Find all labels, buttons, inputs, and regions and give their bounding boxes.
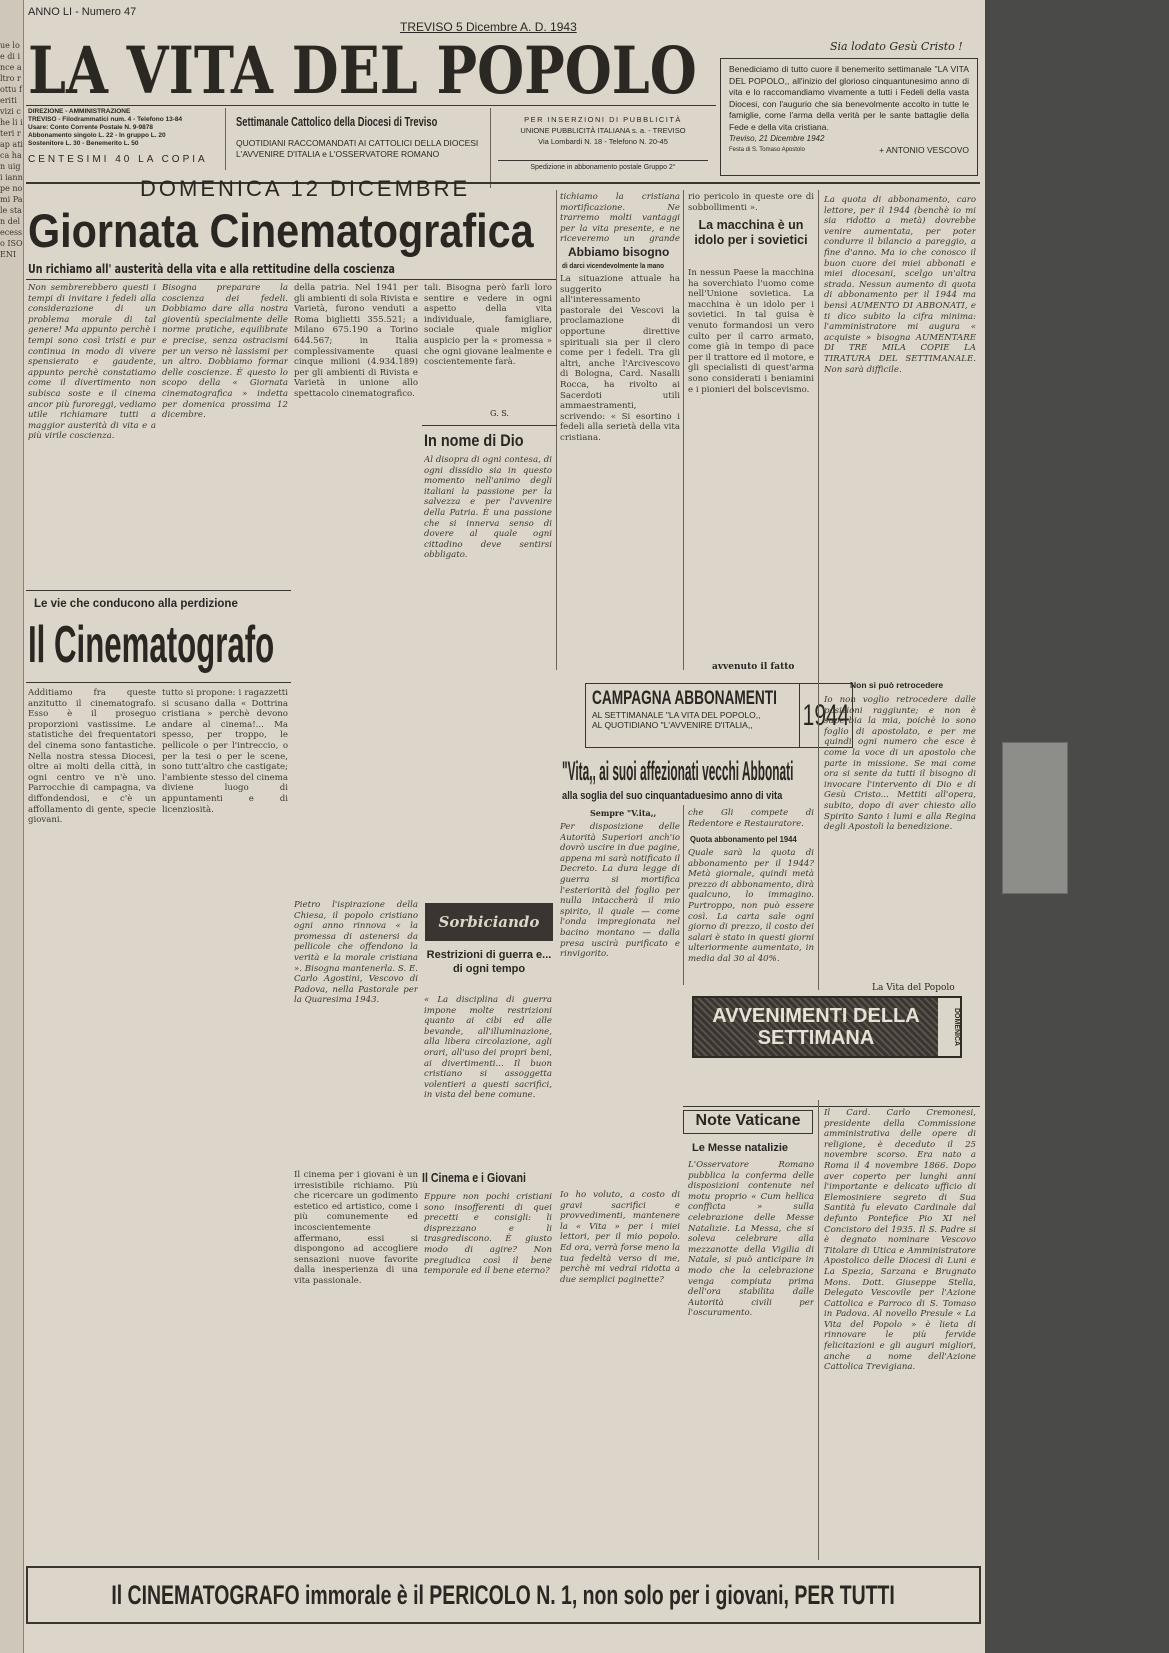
section-heading: Non si può retrocedere xyxy=(850,680,944,690)
section-subheading: di darci vicendevolmente la mano xyxy=(562,261,665,270)
article-column: La situazione attuale ha suggerito all'interessamento pastorale dei Vescovi la proclamazione di opportune direttive spirituali sia per il clero come per i fedeli. Tra gli altri, anche l'Arcivescovo di Bologna, Card. Nasalli Rocca, ha rivolto ai Sacerdoti utili ammaestramenti, scrivendo: « Si esortino i fedeli alla serietà della vita cristiana. xyxy=(560,274,680,443)
section-heading: In nome di Dio xyxy=(424,431,524,450)
article-column: tutto si propone: i ragazzetti si scusano dalla « Dottrina cristiana » perchè devono andare al cinema!... Ma spesso, per troppo, le pellicole o per l'intreccio, o per la tesi o per le scene, sono tutt'altro che castigate; l'ambiente stesso del cinema diviene luogo di appuntamenti e di licenziosità. xyxy=(162,688,288,815)
advertising-info: PER INSERZIONI DI PUBBLICITÀ UNIONE PUBBLICITÀ ITALIANA s. a. - TREVISO Via Lombardi N. 18 - Telefono N. 20-45 xyxy=(520,115,686,146)
note-vaticane-heading: Note Vaticane xyxy=(683,1110,813,1134)
issue-number: ANNO LI - Numero 47 xyxy=(28,6,137,18)
signature: La Vita del Popolo xyxy=(872,983,955,993)
main-deck: Un richiamo all' austerità della vita e alla rettitudine della coscienza xyxy=(28,261,395,276)
main-headline: Giornata Cinematografica xyxy=(28,204,534,257)
sorbiciando-vignette: Sorbiciando xyxy=(425,903,553,941)
cinematografo-headline: Il Cinematografo xyxy=(28,616,275,674)
paper-subtitle: Settimanale Cattolico della Diocesi di Treviso xyxy=(236,114,438,129)
article-column: Additiamo fra queste anzitutto il cinematografo. Esso è il proseguo proporzioni vastissime. Le statistiche dei frequentatori del cinema sono fantastiche. Nella nostra stessa Diocesi, oltre ai molti della città, in ogni centro ve n'è uno. Parrocchie di campagna, va diffondendosi, e c'è un affollamento di gente, specie giovani. xyxy=(28,688,156,826)
article-column: Bisogna preparare la coscienza dei fedeli. Dobbiamo dare alla nostra gioventù specialmente delle norme pratiche, equilibrate e precise, senza ostracismi per un verso nè lassismi per un altro. Dobbiamo formar delle coscienze. È questo lo scopo della « Giornata cinematografica » indetta per domenica prossima 12 dicembre. xyxy=(162,283,288,421)
article-column: In nessun Paese la macchina ha soverchiato l'uomo come nell'Unione sovietica. La macchina è un idolo per i sovietici. In tal guisa è venuto formandosi un vero culto per il carro armato, come già in tempo di pace per il trattore ed il motore, e gli specialisti di quest'arma sono considerati i beniamini e i pionieri del bolscevismo. xyxy=(688,268,814,395)
article-column: « La disciplina di guerra impone molte restrizioni quanto ai cibi ed alle bevande, all'illuminazione, alla libera circolazione, agli orari, all'uso dei propri beni, ai divertimenti... Il buon cristiano si assoggetta volentieri a questi sacrifici, in vista del bene comune. xyxy=(424,995,552,1101)
article-column: Per disposizione delle Autorità Superiori anch'io dovrò uscire in due pagine, appena mi sarà notificato il Decreto. La dura legge di guerra si mortifica l'esteriorità del foglio per nulla intaccherà il mio spirito, il quale — come l'onda impregionata nel bacino montano — dalla presa uscirà purificato e rinvigorito. xyxy=(560,822,680,960)
article-column: tali. Bisogna però farli loro sentire e vedere in ogni aspetto della vita individuale, famigliare, sociale quale miglior auspicio per la « promessa » che ogni giovane lealmente e coscientemente farà. xyxy=(424,283,552,368)
motto: Sia lodato Gesù Cristo ! xyxy=(830,40,963,53)
price: CENTESIMI 40 LA COPIA xyxy=(28,154,208,165)
recommended-dailies: QUOTIDIANI RACCOMANDATI AI CATTOLICI DELLA DIOCESI L'AVVENIRE D'ITALIA e L'OSSERVATORE ROMANO xyxy=(236,138,479,159)
article-column: Pietro l'ispirazione della Chiesa, il popolo cristiano ogni anno rinnova « la promessa di astenersi da pellicole che offendono la verità e la morale cristiana ». Bisogna mantenerla. S. E. Carlo Agostini, Vescovo di Padova, nella Pastorale per la Quaresima 1943. xyxy=(294,900,418,1006)
bishop-blessing-box: Benediciamo di tutto cuore il benemerito settimanale "LA VITA DEL POPOLO,, all'inizio del glorioso cinquantunesimo anno di vita e lo raccomandiamo vivamente a tutti i Fedeli della vasta Diocesi, con l'augurio che sia benevolmente accolto in tutte le famiglie, come l'arma della verità per le sante battaglie della Fede e della vita cristiana. Treviso, 21 Dicembre 1942 Festa di S. Tomaso Apostolo + ANTONIO VESCOVO xyxy=(720,58,978,176)
week-events-banner: AVVENIMENTI DELLA SETTIMANA DOMENICA xyxy=(692,996,962,1058)
section-heading: La macchina è un idolo per i sovietici xyxy=(694,218,808,247)
adjacent-page-edge: ue lo e di ince altro rottu feriti vizi che li iteri rap atica han uigi iann pe nomi Pale stan del ecesso ISO ENI xyxy=(0,0,24,1653)
section-heading: Le Messe natalizie xyxy=(692,1142,788,1154)
vita-deck: alla soglia del suo cinquantaduesimo anno di vita xyxy=(562,790,783,802)
section-heading: Quota abbonamento pel 1944 xyxy=(690,834,797,844)
article-column: Non sembrerebbero questi i tempi di invitare i fedeli alla considerazione di un problema morale di tal genere! Ma appunto perchè i tempi sono così tristi e pur continua in modo di vivere spensierato e gaudente, appunto perchè constatiamo come il divertimento non subisca soste e il cinema ancor più furoreggi, vediamo utile richiamare tutti a maggior austerità di vita e a più virile coscienza. xyxy=(28,283,156,442)
section-heading: Il Cinema e i Giovani xyxy=(422,1171,526,1185)
article-column: Io ho voluto, a costo di gravi sacrifici e provvedimenti, mantenere la « Vita » per i miei lettori, per il mio popolo. Ed ora, verrà forse meno la tua fedeltà verso di me, perchè mi vedrai ridotta a due semplici paginette? xyxy=(560,1190,680,1285)
section-subheading: Sempre "V.ita,, xyxy=(590,808,657,818)
article-column: della patria. Nel 1941 per gli ambienti di sola Rivista e Varietà, furono venduti a Roma biglietti 355.521; a Milano 675.190 a Torino 644.567; in Italia complessivamente quasi cinque milioni (4.934.189) per gli ambienti di Rivista e Varietà in unione allo spettacolo cinematografico. xyxy=(294,283,418,399)
kicker-date: DOMENICA 12 DICEMBRE xyxy=(140,176,471,201)
issue-date: TREVISO 5 Dicembre A. D. 1943 xyxy=(400,20,577,34)
article-column: che Gli compete di Redentore e Restauratore. xyxy=(688,808,814,829)
postal-info: Spedizione in abbonamento postale Gruppo 2° xyxy=(530,164,676,171)
article-column: Eppure non pochi cristiani sono insofferenti di quei precetti e consigli: li disprezzano e li trasgrediscono. È giusto modo di agire? Non pregiudica così il bene temporale ed il bene eterno? xyxy=(424,1192,552,1277)
section-heading: Abbiamo bisogno xyxy=(568,245,670,259)
masthead-title: LA VITA DEL POPOLO xyxy=(28,32,697,109)
article-column: Quale sarà la quota di abbonamento per il 1944? Metà giornale, quindi metà prezzo di abbonamento, dirà qualcuno, lo immagino. Purtroppo, non può essere così. La carta sale ogni giorno di prezzo, il costo dei salari è stato in questi giorni ulteriormente aumentato, in media dal 30 al 40%. xyxy=(688,848,814,964)
bottom-banner: Il CINEMATOGRAFO immorale è il PERICOLO N. 1, non solo per i giovani, PER TUTTI xyxy=(26,1566,981,1624)
article-end: avvenuto il fatto xyxy=(712,662,795,672)
administration-info: DIREZIONE - AMMINISTRAZIONE TREVISO - Filodrammatici num. 4 - Telefono 13-84 Usare: Conto Corrente Postale N. 9-9878 Abbonamento singolo L. 22 - In gruppo L. 20 Sostenitore L. 30 - Benemerito L. 50 xyxy=(28,108,183,147)
signature: G. S. xyxy=(490,409,509,418)
subscription-campaign-box: CAMPAGNA ABBONAMENTI AL SETTIMANALE "LA VITA DEL POPOLO,, AL QUOTIDIANO "L'AVVENIRE D'ITALIA,, 1944 xyxy=(585,683,853,748)
vita-headline: "Vita,, ai suoi affezionati vecchi Abbonati xyxy=(562,756,794,786)
article-column: Io non voglio retrocedere dalle posizioni raggiunte; e non è superbia la mia, poichè io sono foglio di apostolato, e per me quindi ogni numero che esce è come la voce di un apostolo che parte in missione. Se mai come ora si sente da tutti il bisogno di invocare l'intervento di Dio e di Gesù Cristo... Mettiti all'opera, subito, dopo di aver chiesto allo Spirito Santo i lumi e alla Regina degli Apostoli la benedizione. xyxy=(824,695,976,833)
article-column: Il Card. Carlo Cremonesi, presidente della Commissione amministrativa delle opere di religione, è deceduto il 25 novembre scorso. Era nato a Roma il 4 novembre 1866. Dopo aver coperto per lunghi anni l'importante e delicato ufficio di Elemosiniere segreto di Sua Santità fu elevato Cardinale dal defunto Pontefice Pio XI nel Concistoro del 1935. Il S. Padre si è degnato nominare Vescovo Titolare di Utica e Amministratore Apostolico delle Diocesi di Luni e La Spezia, Sarzana e Brugnato Mons. Dott. Giuseppe Stella, Delegato Vescovile per l'Azione Cattolica e Parroco di S. Tomaso in Padova. Al novello Presule « La Vita del Popolo » è lieta di rinnovare le più fervide felicitazioni e gli auguri migliori, anche a nome dell'Azione Cattolica Trevigiana. xyxy=(824,1108,976,1373)
section-heading: Restrizioni di guerra e... di ogni tempo xyxy=(426,949,552,975)
scanner-tab xyxy=(1002,742,1068,894)
article-column: La quota di abbonamento, caro lettore, per il 1944 (benchè io mi sia ridotto a metà) dovrebbe venire aumentata, per poter condurre il bilancio a pareggio, a fine d'anno. Ma io che conosco il buon cuore dei miei abbonati e miei diocesani, scelgo un'altra strada. Nessun aumento di quota di abbonamento per il 1944 ma bensì AUMENTO DI ABBONATI, e ti dico subito la cifra minima: l'amministratore mi augura « acquiste » bisogna AUMENTARE DI TRE MILA COPIE LA TIRATURA DEL SETTIMANALE. Non sarà difficile. xyxy=(824,195,976,375)
article-column: L'Osservatore Romano pubblica la conferma delle disposizioni contenute nel motu proprio « Cum hellica confficta » sulla celebrazione delle Messe Natalizie. La Messa, che si soleva celebrare alla mezzanotte della Vigilia di Natale, si può anticipare in modo che la celebrazione venga compiuta prima dell'ora stabilita dalle Autorità civili per l'oscuramento. xyxy=(688,1160,814,1319)
section-kicker: Le vie che conducono alla perdizione xyxy=(34,598,238,610)
article-column: tichiamo la cristiana mortificazione. Ne trarremo molti vantaggi per la vita presente, e ne riceveremo un grande xyxy=(560,192,680,244)
article-column: rio pericolo in queste ore di sobbollimenti ». xyxy=(688,192,814,213)
article-column: Il cinema per i giovani è un irresistibile richiamo. Più che ricercare un godimento estetico ed artistico, come i più comunemente ed incoscientemente affermano, essi si dispongono ad accogliere sensazioni nuove favorite dalla inesperienza di una vita passionale. xyxy=(294,1170,418,1286)
article-column: Al disopra di ogni contesa, di ogni dissidio sia in questo momento nell'animo degli italiani la passione per la salvezza e per l'avvenire della Patria. È una passione che si innerva senso di dovere al quale ogni cittadino deve sentirsi obbligato. xyxy=(424,455,552,561)
